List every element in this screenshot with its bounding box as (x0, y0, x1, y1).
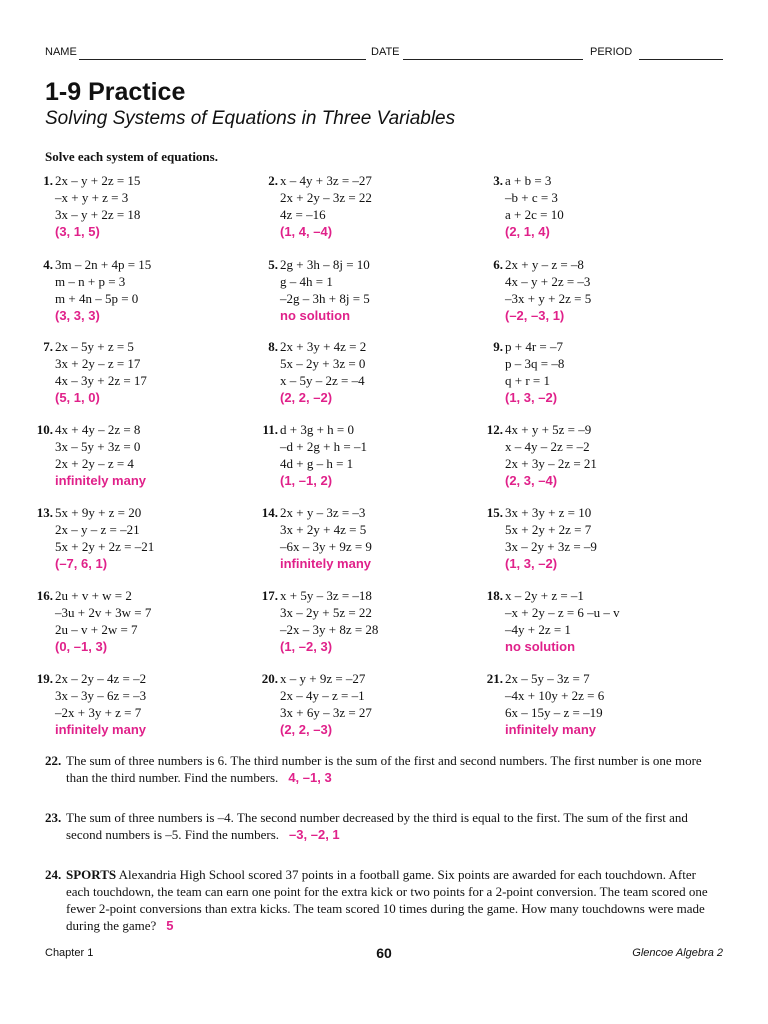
footer-chapter: Chapter 1 (45, 947, 94, 959)
problem-number: 21. (486, 671, 503, 686)
problem-answer: (2, 2, –3) (280, 722, 333, 737)
equation: 3m – 2n + 4p = 15 (55, 257, 152, 272)
problem-number: 20. (261, 671, 278, 686)
problem-number: 5. (268, 257, 278, 272)
equation: a + b = 3 (505, 173, 552, 188)
equation-system (505, 504, 597, 555)
equation: 4x – y + 2z = –3 (505, 274, 591, 289)
equation: 2u – v + 2w = 7 (55, 622, 138, 637)
problem-answer: (1, –1, 2) (280, 473, 333, 488)
page-subtitle: Solving Systems of Equations in Three Variables (45, 108, 456, 129)
equation-system (280, 172, 372, 223)
page-title: 1-9 Practice (45, 78, 186, 106)
equation-system (55, 504, 154, 555)
equation: x + 5y – 3z = –18 (280, 588, 372, 603)
problem-answer: (2, 2, –2) (280, 390, 333, 405)
equation: m – n + p = 3 (55, 274, 126, 289)
word-problem-number: 23. (45, 810, 62, 825)
problem-number: 13. (36, 505, 53, 520)
equation: –4x + 10y + 2z = 6 (505, 688, 605, 703)
problem-number: 14. (261, 505, 278, 520)
equation: 3x – 2y + 3z = –9 (505, 539, 597, 554)
header-fields (45, 46, 723, 62)
problem-answer: (3, 1, 5) (55, 224, 100, 239)
equation: –2x + 3y + z = 7 (55, 705, 142, 720)
problem-number: 15. (486, 505, 503, 520)
equation: 3x – 2y + 5z = 22 (280, 605, 372, 620)
word-problem-answer: 4, –1, 3 (288, 770, 332, 785)
equation-system (280, 504, 372, 555)
problem-answer: (1, –2, 3) (280, 639, 333, 654)
equation-system (55, 338, 147, 389)
equation: 3x + 3y + z = 10 (505, 505, 592, 520)
problem-number: 19. (36, 671, 53, 686)
word-problem-answer: –3, –2, 1 (289, 827, 340, 842)
problem-answer: infinitely many (280, 556, 372, 571)
equation: x – 4y + 3z = –27 (280, 173, 372, 188)
equation-system (280, 670, 372, 721)
equation: x – 5y – 2z = –4 (280, 373, 365, 388)
equation-system (505, 421, 597, 472)
equation: 3x + 6y – 3z = 27 (280, 705, 372, 720)
word-problem-label: SPORTS (66, 867, 117, 882)
equation-system (280, 338, 366, 389)
equation: –d + 2g + h = –1 (280, 439, 367, 454)
word-problem-number: 22. (45, 753, 62, 768)
word-problem-text: Alexandria High School scored 37 points in a football game. Six points are awarded for each touchdown. After each touchdown, the team can earn one point for the extra kick or two points for a 2-point conversion. The team scored one fewer 2-point conversions than extra kicks. The team scored 10 times during the game. How many touchdowns were made during the game? (66, 867, 708, 933)
equation: 2x – y + 2z = 15 (55, 173, 141, 188)
equation-system (505, 256, 591, 307)
equation-system (280, 587, 378, 638)
equation-system (280, 421, 367, 472)
footer-book: Glencoe Algebra 2 (632, 947, 723, 959)
equation: 3x – 5y + 3z = 0 (55, 439, 141, 454)
equation-system (505, 670, 604, 721)
problem-answer: no solution (280, 308, 351, 323)
equation: 3x – y + 2z = 18 (55, 207, 141, 222)
equation: –4y + 2z = 1 (505, 622, 571, 637)
page-footer (45, 945, 723, 961)
equation: 5x + 2y + 2z = –21 (55, 539, 155, 554)
date-label: DATE (371, 46, 400, 58)
equation: 3x + 2y + 4z = 5 (280, 522, 367, 537)
name-label: NAME (45, 46, 77, 58)
equation: 5x + 9y + z = 20 (55, 505, 142, 520)
equation: –3x + y + 2z = 5 (505, 291, 592, 306)
problem-answer: (3, 3, 3) (55, 308, 100, 323)
equation: 2x – 5y + z = 5 (55, 339, 134, 354)
equation: –b + c = 3 (505, 190, 558, 205)
word-problem-text: The sum of three numbers is 6. The third number is the sum of the first and second numbers. The first number is one more than the third number. Find the numbers. (66, 753, 702, 785)
problem-answer: (2, 3, –4) (505, 473, 558, 488)
equation: m + 4n – 5p = 0 (55, 291, 139, 306)
equation: –3u + 2v + 3w = 7 (55, 605, 152, 620)
equation: d + 3g + h = 0 (280, 422, 354, 437)
equation-system (55, 172, 140, 223)
problem-answer: (1, 3, –2) (505, 556, 558, 571)
equation: 2u + v + w = 2 (55, 588, 132, 603)
problem-number: 1. (43, 173, 53, 188)
problem-number: 11. (262, 422, 278, 437)
equation: 2x – y – z = –21 (55, 522, 140, 537)
equation: x – 4y – 2z = –2 (505, 439, 590, 454)
equation: 4x + 4y – 2z = 8 (55, 422, 141, 437)
equation: 2x + y – z = –8 (505, 257, 584, 272)
equation: 2x – 4y – z = –1 (280, 688, 365, 703)
equation: 5x + 2y + 2z = 7 (505, 522, 592, 537)
equation: –x + y + z = 3 (55, 190, 129, 205)
instructions: Solve each system of equations. (45, 149, 218, 164)
problem-number: 3. (493, 173, 503, 188)
problem-answer: (2, 1, 4) (505, 224, 550, 239)
equation-system (505, 338, 564, 389)
word-problem-answer: 5 (166, 918, 174, 933)
word-problem-22 (45, 752, 717, 786)
problem-answer: (–7, 6, 1) (55, 556, 108, 571)
equation: x – 2y + z = –1 (505, 588, 584, 603)
period-label: PERIOD (590, 46, 633, 58)
equation-system (55, 670, 146, 721)
problem-answer: (5, 1, 0) (55, 390, 100, 405)
equation-system (505, 587, 620, 638)
problem-number: 8. (268, 339, 278, 354)
equation: x – y + 9z = –27 (280, 671, 366, 686)
equation: 2x + y – 3z = –3 (280, 505, 366, 520)
equation: 3x + 2y – z = 17 (55, 356, 141, 371)
equation: p + 4r = –7 (505, 339, 563, 354)
problem-answer: (1, 4, –4) (280, 224, 333, 239)
word-problem-text: The sum of three numbers is –4. The second number decreased by the third is equal to the first. The sum of the first and second numbers is –5. Find the numbers. (66, 810, 688, 842)
equation-system (505, 172, 564, 223)
period-blank (639, 59, 723, 60)
footer-page-number: 60 (376, 945, 392, 961)
equation: 2x + 2y – z = 4 (55, 456, 134, 471)
problem-answer: (–2, –3, 1) (505, 308, 565, 323)
problem-number: 12. (486, 422, 503, 437)
problem-answer: (0, –1, 3) (55, 639, 108, 654)
problem-answer: no solution (505, 639, 576, 654)
word-problem-number: 24. (45, 867, 62, 882)
problem-number: 10. (36, 422, 53, 437)
word-problem-23 (45, 809, 717, 843)
equation: –2x – 3y + 8z = 28 (280, 622, 379, 637)
problem-answer: (1, 3, –2) (505, 390, 558, 405)
name-blank (79, 59, 366, 60)
equation: 2x – 5y – 3z = 7 (505, 671, 590, 686)
equation-system (280, 256, 370, 307)
equation: 2x + 2y – 3z = 22 (280, 190, 372, 205)
equation: –x + 2y – z = 6 –u – v (505, 605, 620, 620)
equation: 4d + g – h = 1 (280, 456, 354, 471)
equation: q + r = 1 (505, 373, 550, 388)
problem-number: 7. (43, 339, 53, 354)
equation-system (55, 421, 140, 472)
problem-number: 6. (493, 257, 503, 272)
problem-number: 18. (486, 588, 503, 603)
equation-system (55, 256, 151, 307)
equation: a + 2c = 10 (505, 207, 564, 222)
equation: 2x + 3y – 2z = 21 (505, 456, 597, 471)
equation: –6x – 3y + 9z = 9 (280, 539, 372, 554)
equation: 3x – 3y – 6z = –3 (55, 688, 147, 703)
equation-system (55, 587, 151, 638)
equation: 2x + 3y + 4z = 2 (280, 339, 367, 354)
equation: 2g + 3h – 8j = 10 (280, 257, 370, 272)
problem-number: 2. (268, 173, 278, 188)
date-blank (403, 59, 583, 60)
equation: 6x – 15y – z = –19 (505, 705, 603, 720)
word-problem-24 (45, 866, 717, 934)
problem-number: 9. (493, 339, 503, 354)
problem-answer: infinitely many (505, 722, 597, 737)
equation: 5x – 2y + 3z = 0 (280, 356, 366, 371)
problem-answer: infinitely many (55, 722, 147, 737)
equation: –2g – 3h + 8j = 5 (280, 291, 370, 306)
equation: p – 3q = –8 (505, 356, 565, 371)
problem-number: 17. (261, 588, 278, 603)
equation: 4x + y + 5z = –9 (505, 422, 592, 437)
equation: 4z = –16 (280, 207, 326, 222)
equation: 2x – 2y – 4z = –2 (55, 671, 147, 686)
equation: g – 4h = 1 (280, 274, 333, 289)
problem-number: 4. (43, 257, 53, 272)
problem-number: 16. (36, 588, 53, 603)
equation: 4x – 3y + 2z = 17 (55, 373, 147, 388)
problem-answer: infinitely many (55, 473, 147, 488)
